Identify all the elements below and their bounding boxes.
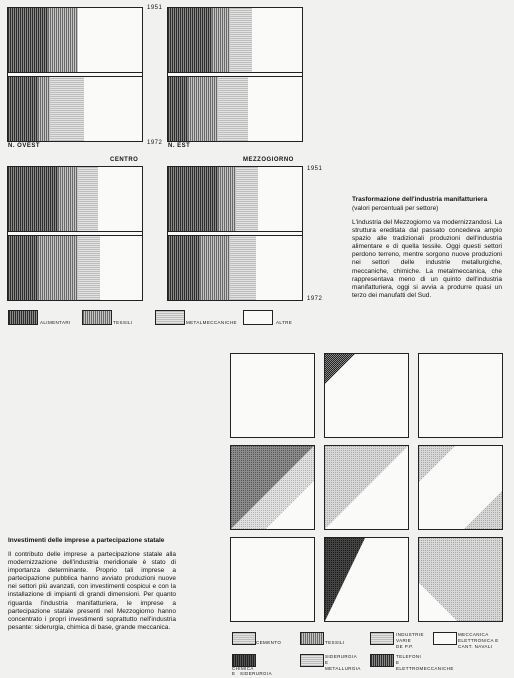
legend-swatch-tessili	[82, 310, 112, 325]
bar-metalmeccaniche-1972	[218, 77, 248, 141]
legend-label-meccanica-3: CANT. NAVALI	[458, 644, 493, 649]
bar-alimentari-1951	[168, 167, 218, 234]
article-title: Investimenti delle imprese a partecipazione statale	[8, 537, 165, 544]
legend-label-tessili: TESSILI	[113, 320, 133, 325]
region-label-nord-est: N. EST	[168, 143, 191, 149]
bar-tessili-1951	[48, 8, 78, 75]
legend-swatch-metalmeccaniche	[155, 310, 185, 325]
legend-label-cemento: CEMENTO	[256, 640, 282, 645]
legend-swatch-siderurgia	[300, 654, 324, 667]
legend-label-meccanica-1: MECCANICA	[458, 632, 489, 637]
bar-tessili-1972	[200, 236, 230, 300]
triangle-metallurgia	[464, 491, 502, 529]
legend-label-industrie-2: VARIE	[396, 638, 412, 643]
bar-tessili-1972	[38, 77, 50, 141]
region-label-centro: CENTRO	[110, 157, 139, 163]
chart-panel-nord-est	[167, 7, 303, 142]
grid-cell-6	[418, 445, 503, 530]
legend-swatch-elettrica	[370, 654, 394, 667]
grid-cell-4	[230, 445, 315, 530]
bar-alimentari-1972	[8, 77, 38, 141]
grid-cell-7	[230, 537, 315, 622]
grid-cell-2	[324, 353, 409, 438]
bar-alimentari-1951	[168, 8, 212, 75]
bar-tessili-1972	[38, 236, 78, 300]
triangle-chart	[231, 446, 314, 529]
article-body: Il contributo delle imprese a partecipazione statale alla modernizzazione dell'industria meridionale è stato di importanza determinante. Proprio tali imprese a partecipazione pubblica hanno avviato produzioni nuove nei settori più avanzati, con investimenti cospicui e con la installazione di impianti di grandi dimensioni. Per quanto riguarda l'industria manifatturiera, le imprese a partecipazione statale presenti nel Mezzogiorno hanno concentrato i propri investimenti soprattutto nell'industria pesante: siderurgia, chimica di base, grande meccanica.	[8, 551, 176, 631]
grid-cell-1	[230, 353, 315, 438]
grid-cell-8	[324, 537, 409, 622]
triangle-chart	[325, 446, 408, 529]
legend-swatch-cemento	[232, 632, 256, 645]
legend-swatch-industrie-varie	[370, 632, 394, 645]
legend-label-alimentari: ALIMENTARI	[40, 320, 71, 325]
bar-alimentari-1972	[168, 77, 188, 141]
legend-label-elettrica-1: TELEFONI	[396, 654, 422, 659]
region-label-nord-ovest: N. OVEST	[8, 143, 41, 149]
year-label-bottom: 1972	[147, 140, 163, 146]
bar-metalmeccaniche-1972	[230, 236, 256, 300]
triangle-chart	[419, 538, 502, 621]
chart-panel-mezzogiorno	[167, 166, 303, 301]
bar-tessili-1951	[212, 8, 230, 75]
year-label-top: 1951	[147, 5, 163, 11]
legend-label-industrie-1: INDUSTRIE	[396, 632, 424, 637]
legend-label-chimica-3: SIDERURGIA	[240, 671, 273, 676]
article-investimenti	[8, 537, 176, 632]
region-label-mezzogiorno: MEZZOGIORNO	[243, 157, 294, 163]
bar-alimentari-1972	[168, 236, 200, 300]
article-subtitle: (valori percentuali per settore)	[352, 205, 439, 212]
bar-metalmeccaniche-1972	[50, 77, 84, 141]
legend-label-tessili: TESSILI	[325, 640, 345, 645]
legend-label-metalmeccaniche: METALMECCANICHE	[186, 320, 237, 325]
legend-label-chimica-1: CHIMICA	[232, 666, 254, 671]
bar-metalmeccaniche-1951	[230, 8, 252, 75]
bar-alimentari-1951	[8, 8, 48, 75]
legend-label-meccanica-2: ELETTRONICA E	[458, 638, 499, 643]
year-label-bottom: 1972	[307, 296, 323, 302]
legend-label-siderurgia-2: E	[325, 660, 329, 665]
grid-cell-5	[324, 445, 409, 530]
bar-alimentari-1972	[8, 236, 38, 300]
legend-swatch-altre	[243, 310, 273, 325]
bar-tessili-1972	[188, 77, 218, 141]
legend-label-elettrica-2: E	[396, 660, 400, 665]
triangle-chimica	[325, 354, 355, 384]
bar-metalmeccaniche-1972	[78, 236, 100, 300]
triangle-elettrica	[325, 538, 365, 621]
bar-metalmeccaniche-1951	[78, 167, 98, 234]
bar-tessili-1951	[58, 167, 78, 234]
triangle-chart	[325, 354, 408, 437]
triangle-cemento	[419, 446, 455, 482]
legend-label-siderurgia-3: METALLURGIA	[325, 666, 361, 671]
bar-tessili-1951	[218, 167, 236, 234]
grid-cell-9	[418, 537, 503, 622]
triangle-industrie-varie	[325, 446, 408, 529]
chart-panel-centro	[7, 166, 143, 301]
legend-label-elettrica-3: ELETTROMECCANICHE	[396, 666, 454, 671]
legend-label-industrie-3: DE P.P.	[396, 644, 414, 649]
year-label-top: 1951	[307, 166, 323, 172]
article-trasformazione	[352, 196, 502, 300]
legend-swatch-tessili	[300, 632, 324, 645]
legend-label-chimica-2: E	[232, 671, 236, 676]
triangle-chart	[325, 538, 408, 621]
legend-label-siderurgia-1: SIDERURGIA	[325, 654, 358, 659]
legend-swatch-alimentari	[8, 310, 38, 325]
chart-panel-nord-ovest	[7, 7, 143, 142]
bar-alimentari-1951	[8, 167, 58, 234]
legend-label-altre: ALTRE	[276, 320, 293, 325]
article-title: Trasformazione dell'industria manifatturiera	[352, 196, 488, 203]
bar-metalmeccaniche-1951	[236, 167, 258, 234]
article-body: L'industria del Mezzogiorno va modernizzandosi. La struttura ereditata dal passato concedeva ampio spazio alle tradizionali produzioni dell'industria alimentare e di quella tessile. Oggi questi settori perdono terreno, mentre sorgono nuove produzioni nei settori delle industrie metallurgiche, meccaniche, chimiche. La metalmeccanica, che rappresentava meno di un quinto dell'industria manifatturiera, oggi si avvia a produrre quasi un terzo dei manufatti del Sud.	[352, 219, 502, 299]
grid-cell-3	[418, 353, 503, 438]
triangle-chart	[419, 446, 502, 529]
legend-swatch-meccanica	[433, 632, 457, 645]
